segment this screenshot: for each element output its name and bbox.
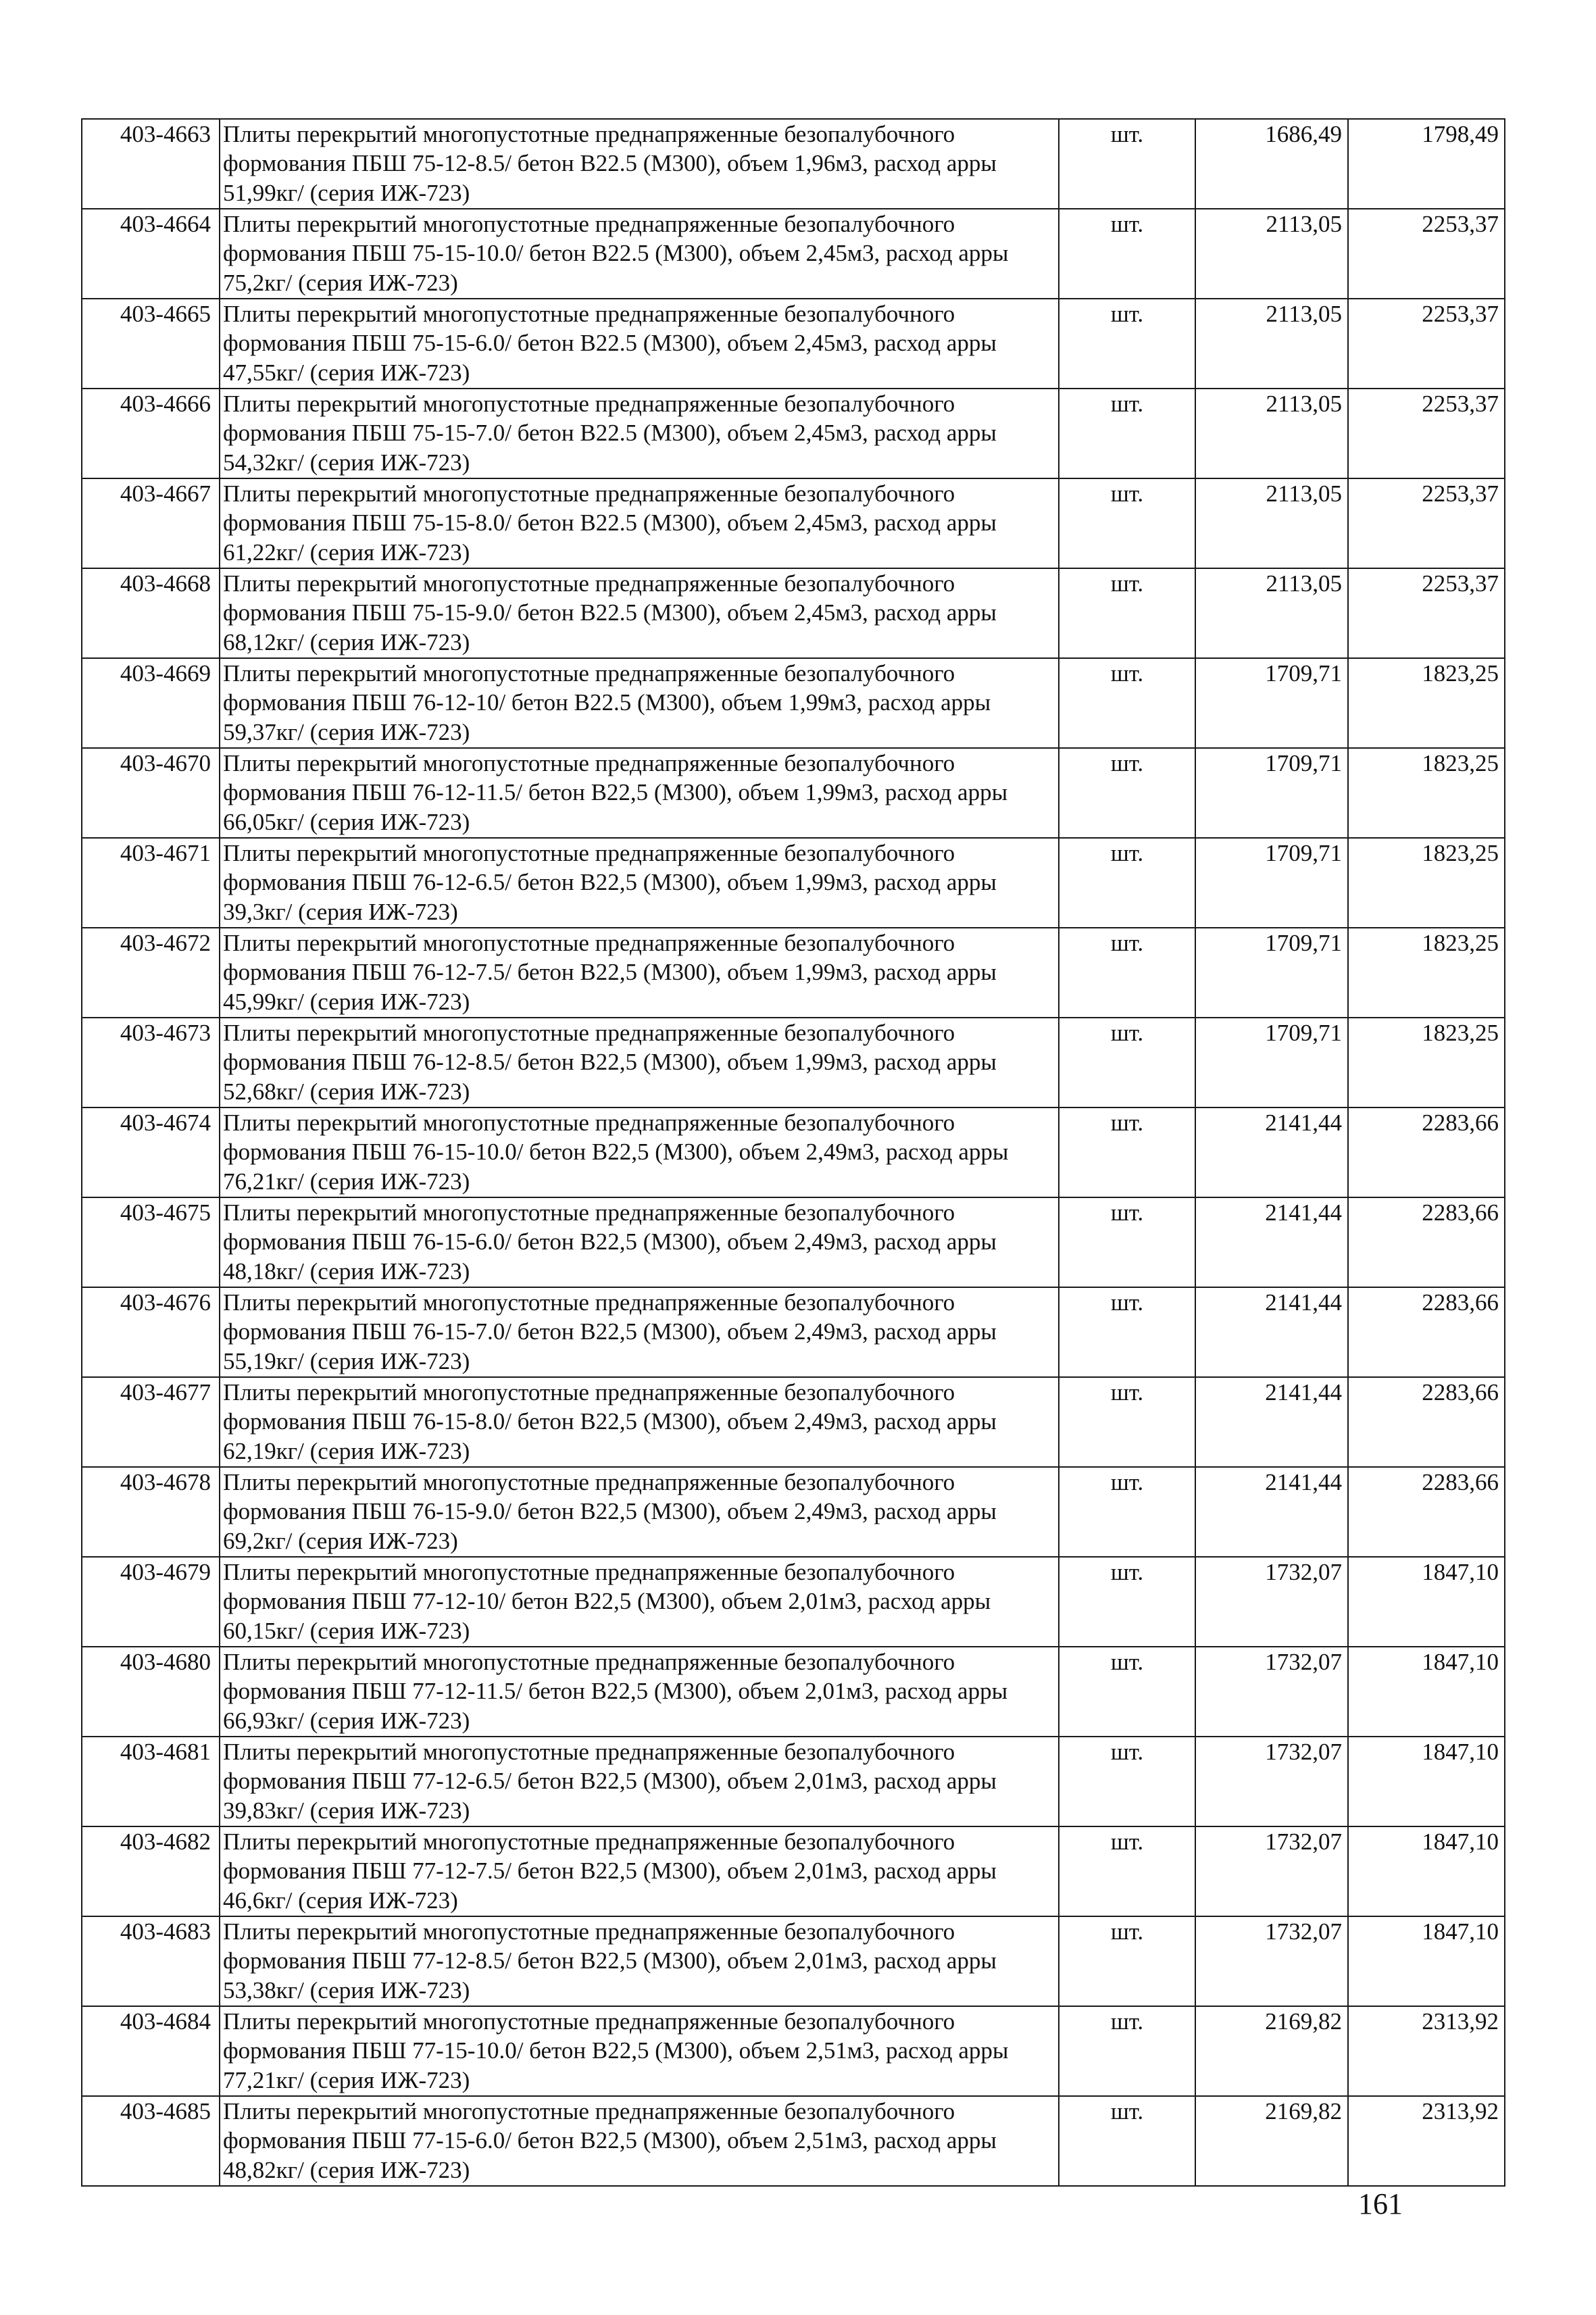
table-row	[82, 299, 1505, 389]
item-price-2: 1823,25	[1348, 838, 1505, 928]
item-price-1: 2113,05	[1195, 478, 1348, 568]
item-description: Плиты перекрытий многопустотные преднапряженные безопалубочного формования ПБШ 75-15-9.0/ бетон В22.5 (М300), объем 2,45м3, расход арры 68,12кг/ (серия ИЖ-723)	[220, 568, 1059, 658]
item-price-2: 1823,25	[1348, 658, 1505, 748]
item-price-1: 1709,71	[1195, 658, 1348, 748]
item-price-2: 1847,10	[1348, 1647, 1505, 1737]
table-row	[82, 838, 1505, 928]
item-code: 403-4680	[82, 1647, 220, 1737]
item-code: 403-4685	[82, 2096, 220, 2186]
item-unit: шт.	[1059, 1197, 1195, 1287]
item-code: 403-4674	[82, 1107, 220, 1197]
item-price-2: 2313,92	[1348, 2006, 1505, 2096]
item-price-2: 1847,10	[1348, 1737, 1505, 1826]
item-unit: шт.	[1059, 478, 1195, 568]
item-description: Плиты перекрытий многопустотные преднапряженные безопалубочного формования ПБШ 76-12-10/ бетон В22.5 (М300), объем 1,99м3, расход арры 59,37кг/ (серия ИЖ-723)	[220, 658, 1059, 748]
item-unit: шт.	[1059, 1737, 1195, 1826]
item-unit: шт.	[1059, 209, 1195, 299]
item-description: Плиты перекрытий многопустотные преднапряженные безопалубочного формования ПБШ 75-15-10.0/ бетон В22.5 (М300), объем 2,45м3, расход арры 75,2кг/ (серия ИЖ-723)	[220, 209, 1059, 299]
item-code: 403-4663	[82, 119, 220, 209]
item-code: 403-4669	[82, 658, 220, 748]
item-price-1: 1732,07	[1195, 1737, 1348, 1826]
item-description: Плиты перекрытий многопустотные преднапряженные безопалубочного формования ПБШ 77-12-11.5/ бетон В22,5 (М300), объем 2,01м3, расход арры 66,93кг/ (серия ИЖ-723)	[220, 1647, 1059, 1737]
item-price-1: 1732,07	[1195, 1557, 1348, 1647]
item-description: Плиты перекрытий многопустотные преднапряженные безопалубочного формования ПБШ 75-15-7.0/ бетон В22.5 (М300), объем 2,45м3, расход арры 54,32кг/ (серия ИЖ-723)	[220, 389, 1059, 478]
item-price-1: 1709,71	[1195, 748, 1348, 838]
item-price-2: 1847,10	[1348, 1826, 1505, 1916]
table-row	[82, 1916, 1505, 2006]
table-row	[82, 1557, 1505, 1647]
item-unit: шт.	[1059, 1467, 1195, 1557]
item-price-1: 2141,44	[1195, 1467, 1348, 1557]
item-description: Плиты перекрытий многопустотные преднапряженные безопалубочного формования ПБШ 77-12-6.5/ бетон В22,5 (М300), объем 2,01м3, расход арры 39,83кг/ (серия ИЖ-723)	[220, 1737, 1059, 1826]
item-unit: шт.	[1059, 838, 1195, 928]
item-description: Плиты перекрытий многопустотные преднапряженные безопалубочного формования ПБШ 76-15-10.0/ бетон В22,5 (М300), объем 2,49м3, расход арры 76,21кг/ (серия ИЖ-723)	[220, 1107, 1059, 1197]
item-price-2: 2283,66	[1348, 1197, 1505, 1287]
item-price-1: 2141,44	[1195, 1287, 1348, 1377]
item-price-2: 2313,92	[1348, 2096, 1505, 2186]
item-code: 403-4671	[82, 838, 220, 928]
item-price-2: 1823,25	[1348, 928, 1505, 1018]
item-price-1: 2141,44	[1195, 1197, 1348, 1287]
item-price-1: 1732,07	[1195, 1647, 1348, 1737]
item-price-2: 2253,37	[1348, 299, 1505, 389]
item-price-1: 2141,44	[1195, 1377, 1348, 1467]
item-unit: шт.	[1059, 658, 1195, 748]
table-row	[82, 1197, 1505, 1287]
table-row	[82, 1107, 1505, 1197]
item-unit: шт.	[1059, 299, 1195, 389]
item-price-1: 2113,05	[1195, 209, 1348, 299]
page-number: 161	[1358, 2187, 1403, 2220]
table-row	[82, 119, 1505, 209]
item-unit: шт.	[1059, 1377, 1195, 1467]
item-code: 403-4666	[82, 389, 220, 478]
item-price-2: 2283,66	[1348, 1107, 1505, 1197]
item-price-1: 2141,44	[1195, 1107, 1348, 1197]
item-description: Плиты перекрытий многопустотные преднапряженные безопалубочного формования ПБШ 76-15-6.0/ бетон В22,5 (М300), объем 2,49м3, расход арры 48,18кг/ (серия ИЖ-723)	[220, 1197, 1059, 1287]
item-price-1: 2169,82	[1195, 2006, 1348, 2096]
item-price-2: 1823,25	[1348, 748, 1505, 838]
table-row	[82, 928, 1505, 1018]
table-row	[82, 478, 1505, 568]
item-unit: шт.	[1059, 389, 1195, 478]
item-price-2: 1847,10	[1348, 1557, 1505, 1647]
item-code: 403-4678	[82, 1467, 220, 1557]
item-unit: шт.	[1059, 1018, 1195, 1107]
item-description: Плиты перекрытий многопустотные преднапряженные безопалубочного формования ПБШ 77-15-10.0/ бетон В22,5 (М300), объем 2,51м3, расход арры 77,21кг/ (серия ИЖ-723)	[220, 2006, 1059, 2096]
item-unit: шт.	[1059, 1107, 1195, 1197]
item-description: Плиты перекрытий многопустотные преднапряженные безопалубочного формования ПБШ 76-12-11.5/ бетон В22,5 (М300), объем 1,99м3, расход арры 66,05кг/ (серия ИЖ-723)	[220, 748, 1059, 838]
item-price-1: 1732,07	[1195, 1826, 1348, 1916]
item-price-1: 2113,05	[1195, 299, 1348, 389]
item-code: 403-4683	[82, 1916, 220, 2006]
item-code: 403-4664	[82, 209, 220, 299]
item-unit: шт.	[1059, 568, 1195, 658]
item-price-1: 1709,71	[1195, 838, 1348, 928]
item-code: 403-4668	[82, 568, 220, 658]
item-code: 403-4679	[82, 1557, 220, 1647]
item-code: 403-4675	[82, 1197, 220, 1287]
table-row	[82, 209, 1505, 299]
table-row	[82, 1826, 1505, 1916]
item-price-2: 2283,66	[1348, 1467, 1505, 1557]
item-description: Плиты перекрытий многопустотные преднапряженные безопалубочного формования ПБШ 77-15-6.0/ бетон В22,5 (М300), объем 2,51м3, расход арры 48,82кг/ (серия ИЖ-723)	[220, 2096, 1059, 2186]
item-price-1: 1732,07	[1195, 1916, 1348, 2006]
item-code: 403-4681	[82, 1737, 220, 1826]
item-description: Плиты перекрытий многопустотные преднапряженные безопалубочного формования ПБШ 76-12-8.5/ бетон В22,5 (М300), объем 1,99м3, расход арры 52,68кг/ (серия ИЖ-723)	[220, 1018, 1059, 1107]
item-unit: шт.	[1059, 748, 1195, 838]
item-description: Плиты перекрытий многопустотные преднапряженные безопалубочного формования ПБШ 76-15-7.0/ бетон В22,5 (М300), объем 2,49м3, расход арры 55,19кг/ (серия ИЖ-723)	[220, 1287, 1059, 1377]
table-row	[82, 1287, 1505, 1377]
item-price-2: 2253,37	[1348, 568, 1505, 658]
table-row	[82, 1647, 1505, 1737]
table-row	[82, 748, 1505, 838]
table-row	[82, 2096, 1505, 2186]
item-code: 403-4673	[82, 1018, 220, 1107]
item-price-1: 2113,05	[1195, 389, 1348, 478]
item-price-1: 1709,71	[1195, 928, 1348, 1018]
item-price-2: 2283,66	[1348, 1377, 1505, 1467]
item-unit: шт.	[1059, 1287, 1195, 1377]
item-description: Плиты перекрытий многопустотные преднапряженные безопалубочного формования ПБШ 77-12-7.5/ бетон В22,5 (М300), объем 2,01м3, расход арры 46,6кг/ (серия ИЖ-723)	[220, 1826, 1059, 1916]
item-description: Плиты перекрытий многопустотные преднапряженные безопалубочного формования ПБШ 77-12-8.5/ бетон В22,5 (М300), объем 2,01м3, расход арры 53,38кг/ (серия ИЖ-723)	[220, 1916, 1059, 2006]
item-description: Плиты перекрытий многопустотные преднапряженные безопалубочного формования ПБШ 76-12-6.5/ бетон В22,5 (М300), объем 1,99м3, расход арры 39,3кг/ (серия ИЖ-723)	[220, 838, 1059, 928]
item-unit: шт.	[1059, 928, 1195, 1018]
item-code: 403-4682	[82, 1826, 220, 1916]
item-code: 403-4667	[82, 478, 220, 568]
item-price-1: 2169,82	[1195, 2096, 1348, 2186]
item-price-1: 1709,71	[1195, 1018, 1348, 1107]
item-unit: шт.	[1059, 1916, 1195, 2006]
item-price-2: 2253,37	[1348, 478, 1505, 568]
item-description: Плиты перекрытий многопустотные преднапряженные безопалубочного формования ПБШ 77-12-10/ бетон В22,5 (М300), объем 2,01м3, расход арры 60,15кг/ (серия ИЖ-723)	[220, 1557, 1059, 1647]
item-code: 403-4677	[82, 1377, 220, 1467]
item-price-2: 1847,10	[1348, 1916, 1505, 2006]
table-row	[82, 568, 1505, 658]
item-unit: шт.	[1059, 1557, 1195, 1647]
item-unit: шт.	[1059, 2096, 1195, 2186]
item-description: Плиты перекрытий многопустотные преднапряженные безопалубочного формования ПБШ 75-12-8.5/ бетон В22.5 (М300), объем 1,96м3, расход арры 51,99кг/ (серия ИЖ-723)	[220, 119, 1059, 209]
item-unit: шт.	[1059, 119, 1195, 209]
item-code: 403-4684	[82, 2006, 220, 2096]
item-price-1: 2113,05	[1195, 568, 1348, 658]
table-row	[82, 658, 1505, 748]
item-price-2: 1823,25	[1348, 1018, 1505, 1107]
table-row	[82, 1737, 1505, 1826]
table-row	[82, 389, 1505, 478]
item-unit: шт.	[1059, 2006, 1195, 2096]
item-price-2: 2283,66	[1348, 1287, 1505, 1377]
table-row	[82, 1467, 1505, 1557]
price-table-body	[82, 119, 1505, 2186]
table-row	[82, 1018, 1505, 1107]
item-price-2: 2253,37	[1348, 389, 1505, 478]
item-price-2: 1798,49	[1348, 119, 1505, 209]
item-unit: шт.	[1059, 1647, 1195, 1737]
price-table	[81, 118, 1505, 2187]
item-description: Плиты перекрытий многопустотные преднапряженные безопалубочного формования ПБШ 76-15-8.0/ бетон В22,5 (М300), объем 2,49м3, расход арры 62,19кг/ (серия ИЖ-723)	[220, 1377, 1059, 1467]
table-row	[82, 2006, 1505, 2096]
item-price-2: 2253,37	[1348, 209, 1505, 299]
table-row	[82, 1377, 1505, 1467]
item-code: 403-4665	[82, 299, 220, 389]
item-description: Плиты перекрытий многопустотные преднапряженные безопалубочного формования ПБШ 76-15-9.0/ бетон В22,5 (М300), объем 2,49м3, расход арры 69,2кг/ (серия ИЖ-723)	[220, 1467, 1059, 1557]
item-code: 403-4676	[82, 1287, 220, 1377]
item-description: Плиты перекрытий многопустотные преднапряженные безопалубочного формования ПБШ 75-15-8.0/ бетон В22.5 (М300), объем 2,45м3, расход арры 61,22кг/ (серия ИЖ-723)	[220, 478, 1059, 568]
item-code: 403-4672	[82, 928, 220, 1018]
item-price-1: 1686,49	[1195, 119, 1348, 209]
item-unit: шт.	[1059, 1826, 1195, 1916]
item-description: Плиты перекрытий многопустотные преднапряженные безопалубочного формования ПБШ 75-15-6.0/ бетон В22.5 (М300), объем 2,45м3, расход арры 47,55кг/ (серия ИЖ-723)	[220, 299, 1059, 389]
item-description: Плиты перекрытий многопустотные преднапряженные безопалубочного формования ПБШ 76-12-7.5/ бетон В22,5 (М300), объем 1,99м3, расход арры 45,99кг/ (серия ИЖ-723)	[220, 928, 1059, 1018]
item-code: 403-4670	[82, 748, 220, 838]
